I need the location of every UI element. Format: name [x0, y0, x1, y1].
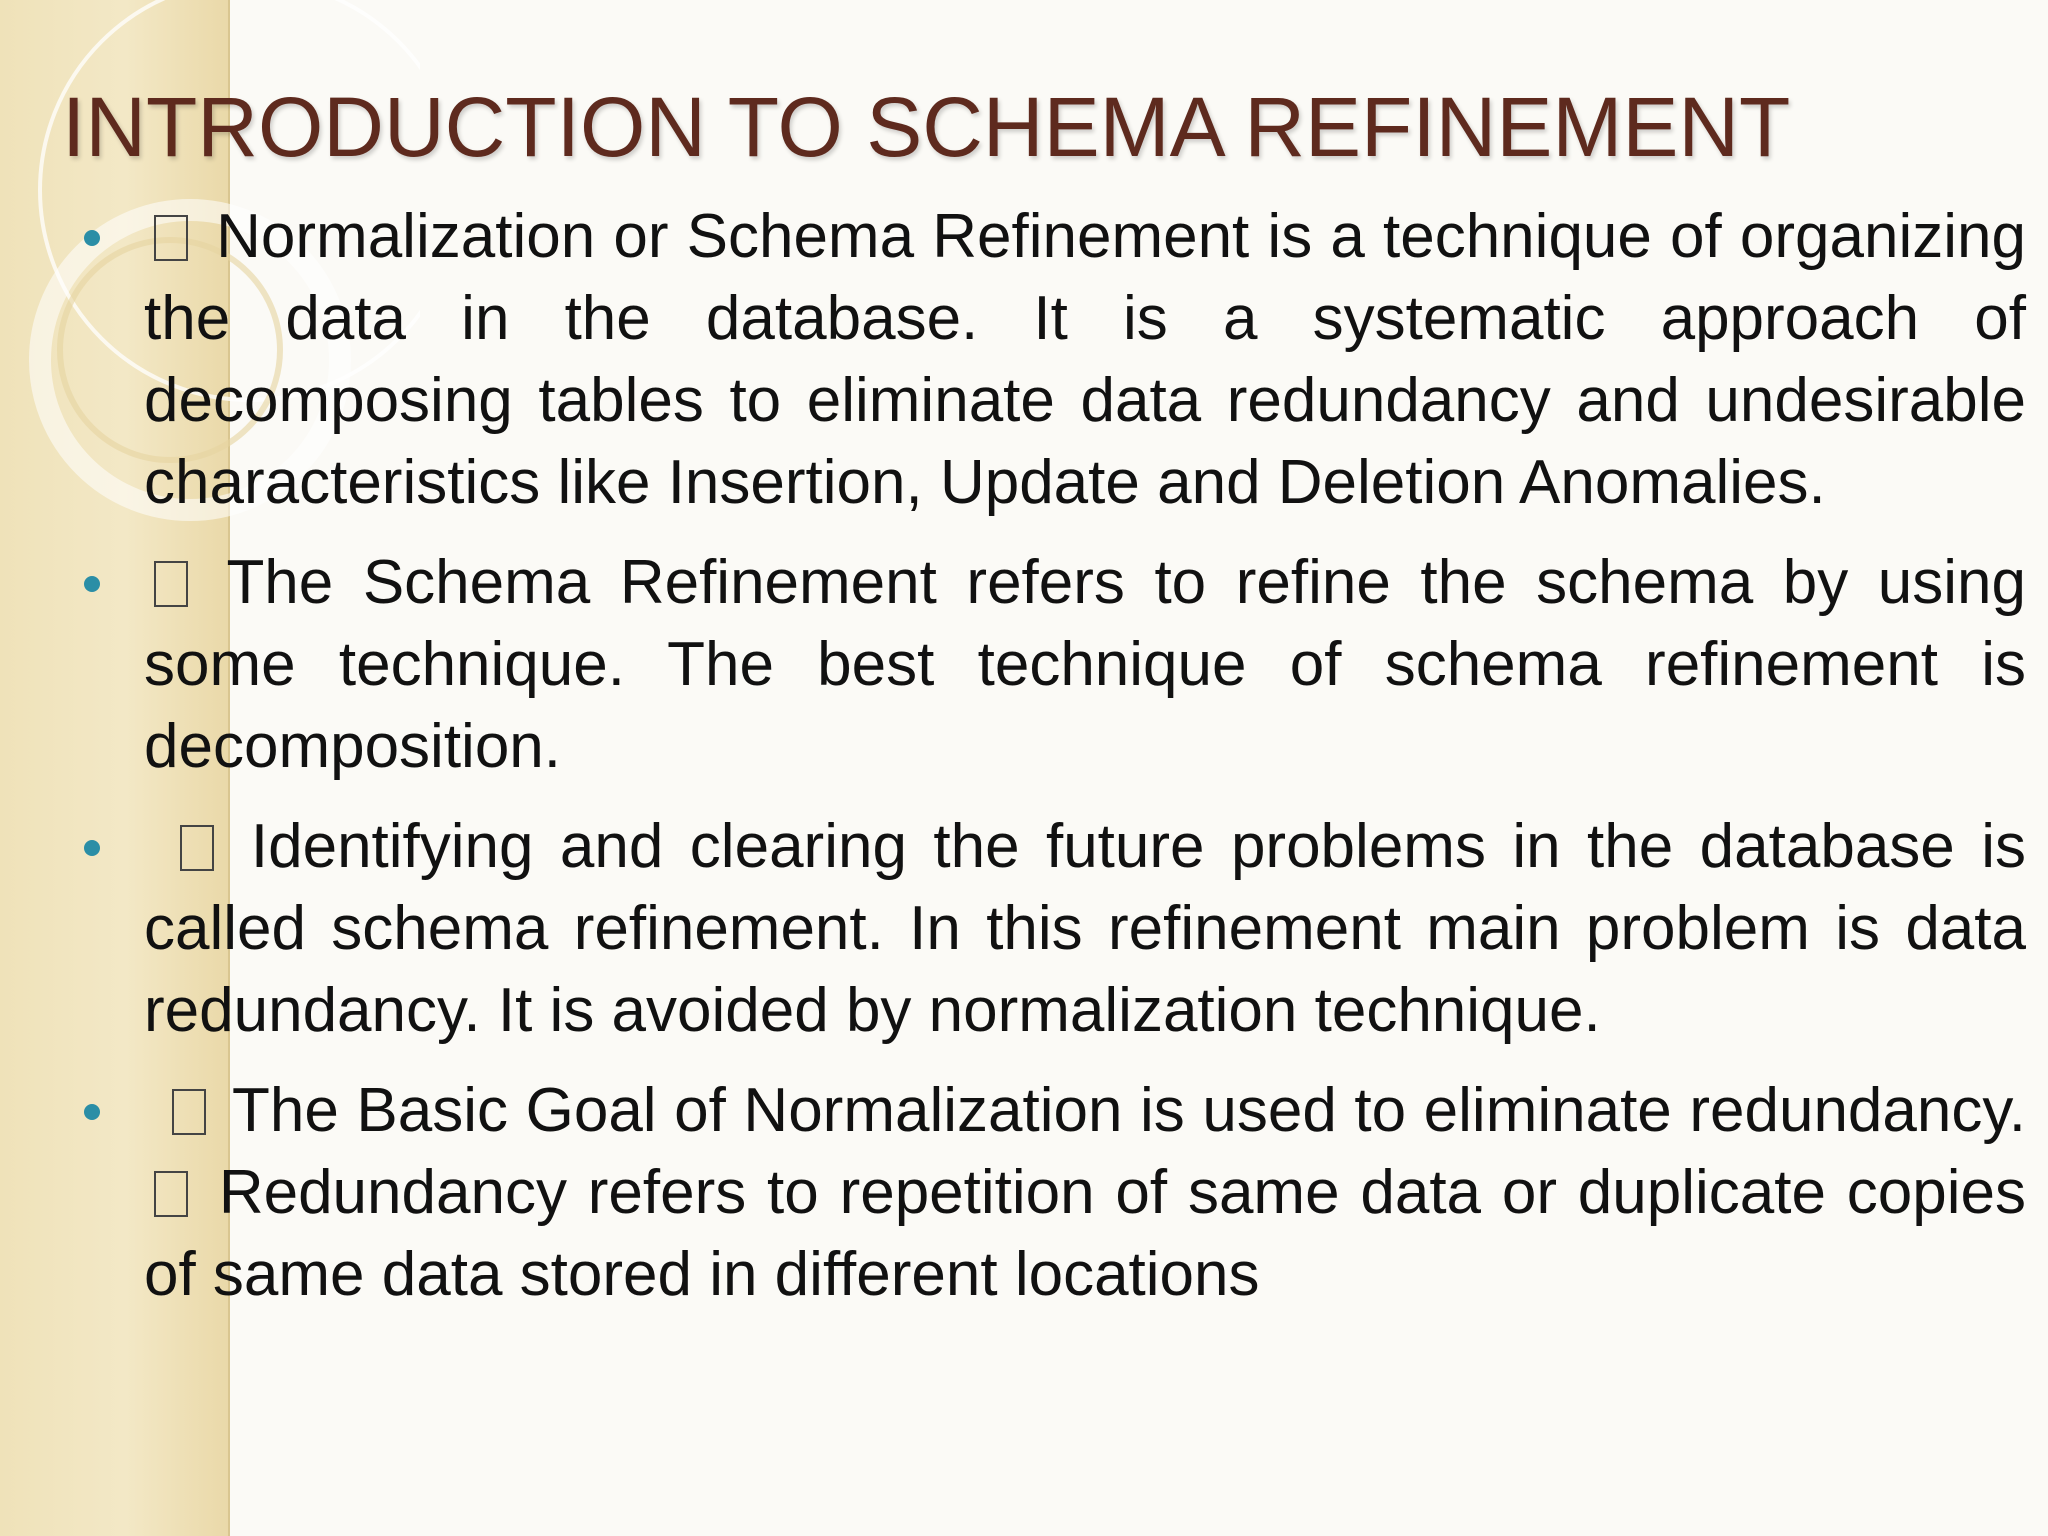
missing-glyph-icon	[180, 825, 214, 871]
bullet-dot-icon	[84, 576, 100, 592]
missing-glyph-icon	[172, 1089, 206, 1135]
bullet-item	[0, 1070, 2048, 1316]
bullet-text	[144, 1070, 2026, 1316]
bullet-segment: The Basic Goal of Normalization is used to eliminate redundancy.	[232, 1076, 2026, 1145]
bullet-segment: Identifying and clearing the future problems in the database is called schema refinement. In this refinement main problem is data redundancy. It is avoided by normalization technique.	[144, 812, 2026, 1045]
bullet-text	[144, 806, 2026, 1052]
bullet-dot-icon	[84, 840, 100, 856]
bullet-item	[0, 542, 2048, 788]
bullet-dot-icon	[84, 230, 100, 246]
missing-glyph-icon	[154, 561, 188, 607]
bullet-item	[0, 806, 2048, 1052]
bullet-text	[144, 196, 2026, 524]
bullet-segment: Normalization or Schema Refinement is a technique of organizing the data in the database. It is a systematic approach of decomposing tables to eliminate data redundancy and undesirable characteristics like Insertion, Update and Deletion Anomalies.	[144, 202, 2026, 517]
missing-glyph-icon	[154, 1171, 188, 1217]
missing-glyph-icon	[154, 215, 188, 261]
slide-title: INTRODUCTION TO SCHEMA REFINEMENT	[62, 80, 1791, 174]
bullet-segment: Redundancy refers to repetition of same data or duplicate copies of same data stored in different locations	[144, 1158, 2026, 1309]
bullet-segment: The Schema Refinement refers to refine the schema by using some technique. The best technique of schema refinement is decomposition.	[144, 548, 2026, 781]
bullet-item	[0, 196, 2048, 524]
bullet-list	[0, 196, 2048, 1334]
bullet-text	[144, 542, 2026, 788]
bullet-dot-icon	[84, 1104, 100, 1120]
